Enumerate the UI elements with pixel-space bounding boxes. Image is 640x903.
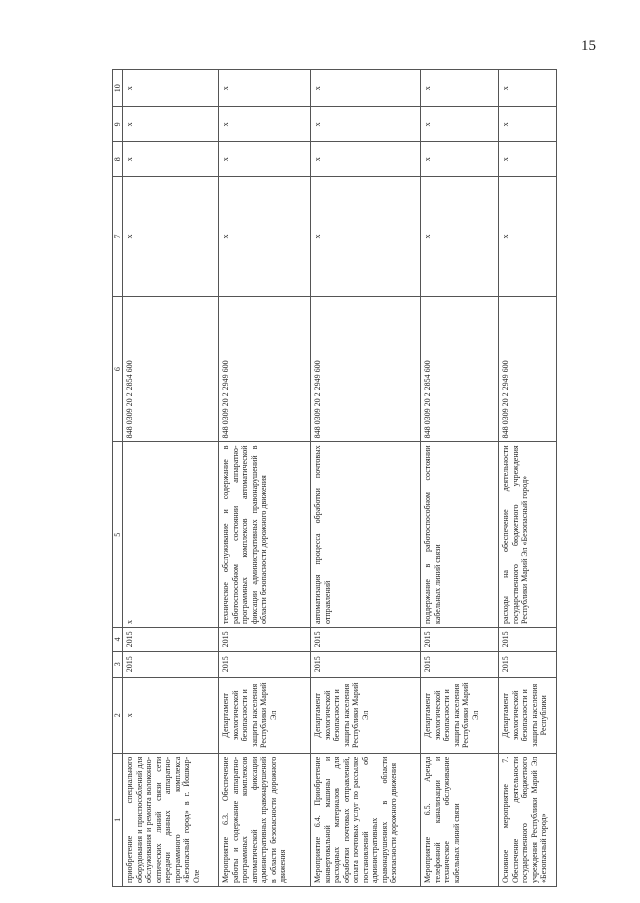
cell-x: x <box>123 142 219 177</box>
table-row <box>219 70 311 887</box>
cell-x: x <box>311 70 421 107</box>
col-header-8: 8 <box>113 142 123 177</box>
measure-name: приобретение специального оборудования и приспособлений для обслуживания и ремонта волоконно-оптических линий связи сети передачи данных аппаратно-программного комплекса «Безопасный город» в г. Йошкар-Оле <box>123 753 219 886</box>
col-header-4: 4 <box>113 627 123 651</box>
responsible-executor: Департамент экологической безопасности и защиты населения Республики Марий Эл <box>219 677 311 753</box>
cell-x: x <box>421 107 499 142</box>
responsible-executor: x <box>123 677 219 753</box>
expected-result: поддержание в работоспособном состоянии кабельных линий связи <box>421 442 499 628</box>
start-year: 2015 <box>123 651 219 677</box>
end-year: 2015 <box>123 627 219 651</box>
col-header-9: 9 <box>113 107 123 142</box>
end-year: 2015 <box>499 627 557 651</box>
end-year: 2015 <box>219 627 311 651</box>
cell-x: x <box>421 177 499 297</box>
responsible-executor: Департамент экологической безопасности и защиты населения Республики <box>499 677 557 753</box>
col-header-3: 3 <box>113 651 123 677</box>
responsible-executor: Департамент экологической безопасности и защиты населения Республики Марий Эл <box>421 677 499 753</box>
cell-x: x <box>219 70 311 107</box>
cell-x: x <box>311 177 421 297</box>
end-year: 2015 <box>421 627 499 651</box>
measure-name: Основное мероприятие 7. Обеспечение деятельности государственного бюджетного учреждения Республики Марий Эл «Безопасный город» <box>499 753 557 886</box>
cell-x: x <box>421 142 499 177</box>
program-measures-table <box>112 69 557 887</box>
cell-x: x <box>499 107 557 142</box>
expected-result: техническое обслуживание и содержание в работоспособном состоянии аппаратно-программных комплексов автоматической фиксации административных правонарушений в области безопасности дорожного движения <box>219 442 311 628</box>
header-row <box>113 70 123 887</box>
budget-code: 848 0309 20 2 2854 600 <box>421 296 499 442</box>
table-row <box>421 70 499 887</box>
budget-code: 848 0309 20 2 2949 600 <box>311 296 421 442</box>
rotated-table-container <box>112 69 558 887</box>
cell-x: x <box>123 70 219 107</box>
cell-x: x <box>499 70 557 107</box>
col-header-10: 10 <box>113 70 123 107</box>
cell-x: x <box>499 177 557 297</box>
col-header-7: 7 <box>113 177 123 297</box>
cell-x: x <box>421 70 499 107</box>
start-year: 2015 <box>311 651 421 677</box>
measure-name: Мероприятие 6.3. Обеспечение работы и содержание аппаратно-программных комплексов автоматической фиксации административных правонарушений в области безопасности дорожного движения <box>219 753 311 886</box>
budget-code: 848 0309 20 2 2949 600 <box>499 296 557 442</box>
end-year: 2015 <box>311 627 421 651</box>
cell-x: x <box>311 142 421 177</box>
cell-x: x <box>499 142 557 177</box>
table-row <box>123 70 219 887</box>
cell-x: x <box>123 177 219 297</box>
expected-result: расходы на обеспечение деятельности государственного бюджетного учреждения Республики Марий Эл «Безопасный город» <box>499 442 557 628</box>
cell-x: x <box>219 177 311 297</box>
cell-x: x <box>123 107 219 142</box>
cell-x: x <box>219 107 311 142</box>
col-header-5: 5 <box>113 442 123 628</box>
table-row <box>311 70 421 887</box>
start-year: 2015 <box>499 651 557 677</box>
col-header-6: 6 <box>113 296 123 442</box>
measure-name: Мероприятие 6.5. Аренда телефонной канализации и техническое обслуживание кабельных линий связи <box>421 753 499 886</box>
cell-x: x <box>311 107 421 142</box>
expected-result: x <box>123 442 219 628</box>
col-header-1: 1 <box>113 753 123 886</box>
start-year: 2015 <box>219 651 311 677</box>
expected-result: автоматизация процесса обработки почтовых отправлений <box>311 442 421 628</box>
budget-code: 848 0309 20 2 2949 600 <box>219 296 311 442</box>
measure-name: Мероприятие 6.4. Приобретение конвертовальной машины и расходных материалов для обработки почтовых отправлений, оплата почтовых услуг по рассылке постановлений об административных правонарушениях в области безопасности дорожного движения <box>311 753 421 886</box>
page-number: 15 <box>581 38 596 54</box>
start-year: 2015 <box>421 651 499 677</box>
table-row <box>499 70 557 887</box>
responsible-executor: Департамент экологической безопасности и защиты населения Республики Марий Эл <box>311 677 421 753</box>
col-header-2: 2 <box>113 677 123 753</box>
cell-x: x <box>219 142 311 177</box>
budget-code: 848 0309 20 2 2854 600 <box>123 296 219 442</box>
